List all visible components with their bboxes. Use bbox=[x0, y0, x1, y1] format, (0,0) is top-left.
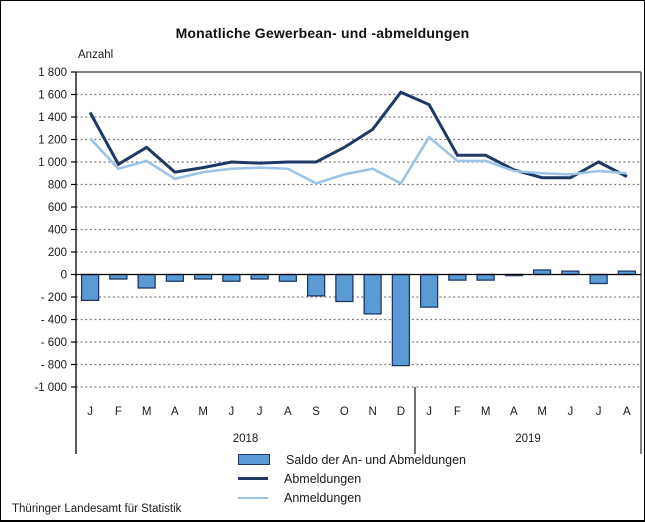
legend-item-anmeldungen bbox=[238, 490, 466, 505]
abmeldungen-line bbox=[90, 92, 627, 178]
saldo-bar bbox=[477, 275, 494, 281]
x-axis-month-label: M bbox=[480, 406, 491, 418]
x-axis-month-label: J bbox=[595, 406, 602, 418]
x-axis-month-label: J bbox=[87, 406, 93, 418]
x-axis-month-label: F bbox=[453, 406, 461, 418]
saldo-bar bbox=[279, 275, 296, 282]
saldo-bar bbox=[336, 275, 353, 302]
y-axis-tick-label: 800 bbox=[47, 179, 67, 192]
chart-plot-area bbox=[1, 1, 644, 520]
y-axis-tick-label: - 600 bbox=[40, 337, 67, 349]
anmeldungen-line-swatch-icon bbox=[238, 497, 268, 499]
x-axis-month-label: D bbox=[396, 406, 406, 418]
y-axis-tick-label: 1 600 bbox=[38, 89, 67, 102]
x-axis-month-label: J bbox=[228, 406, 235, 418]
x-axis-month-label: A bbox=[510, 406, 518, 418]
legend-label-abmeldungen: Abmeldungen bbox=[284, 471, 362, 486]
chart-legend bbox=[238, 452, 466, 505]
saldo-bar bbox=[223, 275, 240, 282]
source-attribution: Thüringer Landesamt für Statistik bbox=[12, 503, 182, 515]
saldo-bar bbox=[251, 275, 268, 280]
x-axis-month-label: J bbox=[426, 406, 432, 418]
saldo-bar bbox=[82, 275, 99, 301]
saldo-bar bbox=[364, 275, 381, 314]
saldo-bar bbox=[166, 275, 183, 282]
legend-item-abmeldungen bbox=[238, 471, 466, 486]
y-axis-tick-label: 400 bbox=[47, 224, 67, 237]
y-axis-tick-label: 1 400 bbox=[38, 112, 67, 124]
x-axis-month-label: A bbox=[171, 406, 179, 418]
x-axis-month-label: A bbox=[284, 406, 292, 418]
saldo-bar-swatch-icon bbox=[238, 454, 270, 465]
saldo-bar bbox=[590, 275, 607, 284]
y-axis-tick-label: - 400 bbox=[40, 314, 67, 327]
y-axis-tick-label: 1 200 bbox=[38, 134, 67, 147]
y-axis-tick-label: 1 000 bbox=[38, 157, 67, 169]
x-axis-year-label: 2019 bbox=[515, 433, 541, 445]
saldo-bar bbox=[392, 275, 409, 366]
y-axis-unit-label: Anzahl bbox=[78, 49, 114, 61]
saldo-bar bbox=[110, 275, 127, 280]
x-axis-month-label: S bbox=[312, 406, 320, 418]
y-axis-tick-label: 0 bbox=[60, 269, 67, 282]
saldo-bar bbox=[138, 275, 155, 289]
x-axis-month-label: J bbox=[567, 406, 574, 418]
legend-label-anmeldungen: Anmeldungen bbox=[284, 490, 362, 505]
y-axis-tick-label: 600 bbox=[47, 202, 67, 214]
y-axis-tick-label: - 200 bbox=[40, 292, 67, 304]
x-axis-month-label: M bbox=[198, 406, 208, 418]
x-axis-month-label: M bbox=[537, 406, 547, 418]
x-axis-month-label: J bbox=[256, 406, 263, 418]
x-axis-month-label: M bbox=[141, 406, 152, 418]
saldo-bar bbox=[449, 275, 466, 281]
x-axis-year-label: 2018 bbox=[232, 433, 259, 445]
x-axis-month-label: O bbox=[339, 406, 349, 418]
x-axis-month-label: N bbox=[368, 406, 377, 418]
abmeldungen-line-swatch-icon bbox=[238, 477, 268, 480]
y-axis-tick-label: - 800 bbox=[40, 359, 67, 372]
legend-label-saldo: Saldo der An- und Abmeldungen bbox=[286, 452, 466, 467]
y-axis-tick-label: -1 000 bbox=[34, 382, 67, 394]
chart-title: Monatliche Gewerbean- und -abmeldungen bbox=[175, 25, 470, 41]
saldo-bar bbox=[534, 270, 551, 275]
x-axis-month-label: A bbox=[623, 406, 631, 418]
x-axis-month-label: F bbox=[114, 406, 122, 418]
saldo-bar bbox=[195, 275, 212, 280]
legend-item-saldo bbox=[238, 452, 466, 467]
saldo-bar bbox=[308, 275, 325, 296]
y-axis-tick-label: 1 800 bbox=[38, 67, 67, 79]
saldo-bar bbox=[421, 275, 438, 308]
y-axis-tick-label: 200 bbox=[47, 247, 67, 259]
